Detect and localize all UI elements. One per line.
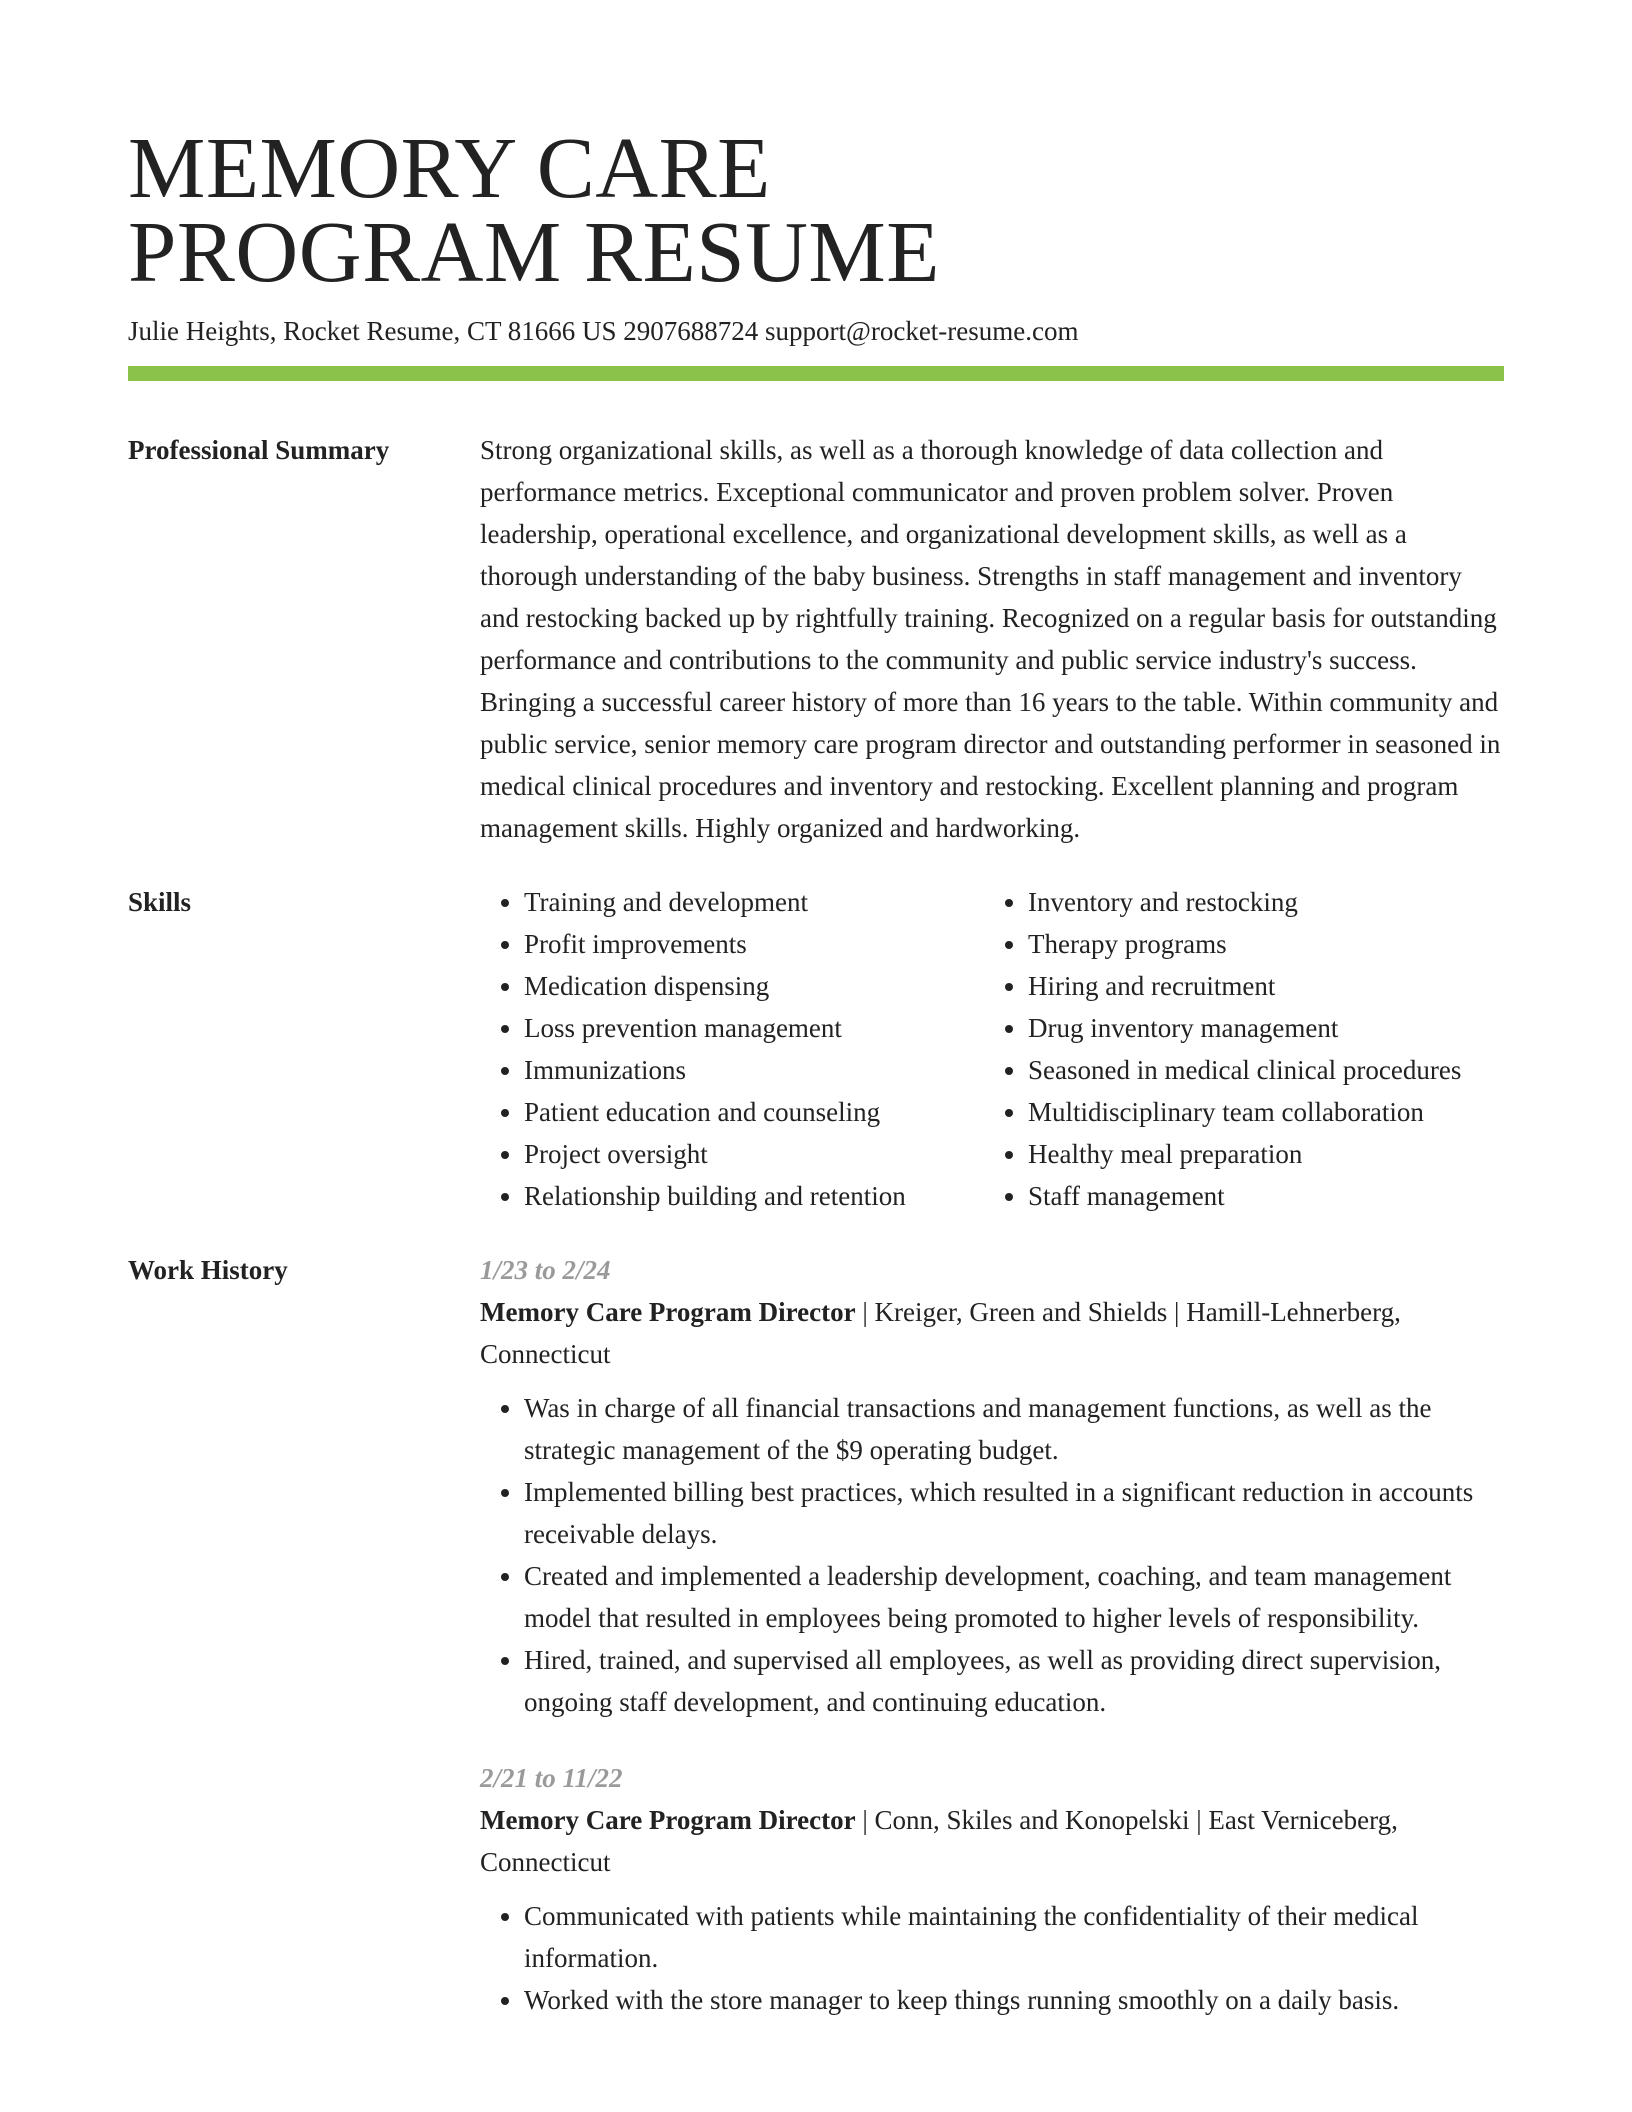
skills-list-right (984, 881, 1528, 1217)
skill-item: • Staff management (1028, 1175, 1528, 1217)
job-bullet: • Was in charge of all financial transactions and management functions, as well as the strategic management of the $9 operating budget. (524, 1387, 1504, 1471)
skills-section (128, 881, 1504, 1217)
contact-info: Julie Heights, Rocket Resume, CT 81666 US 2907688724 support@rocket-resume.com (128, 316, 1079, 346)
skill-item: • Therapy programs (1028, 923, 1528, 965)
job-bullet: • Hired, trained, and supervised all employees, as well as providing direct supervision, ongoing staff development, and continuing education. (524, 1639, 1504, 1723)
skill-item: • Loss prevention management (524, 1007, 984, 1049)
skill-item: • Patient education and counseling (524, 1091, 984, 1133)
job-bullet: • Implemented billing best practices, which resulted in a significant reduction in accounts receivable delays. (524, 1471, 1504, 1555)
skill-item: • Multidisciplinary team collaboration (1028, 1091, 1528, 1133)
skill-item: • Drug inventory management (1028, 1007, 1528, 1049)
job-bullet: • Communicated with patients while maintaining the confidentiality of their medical information. (524, 1895, 1504, 1979)
work-history-label: Work History (128, 1255, 288, 1285)
job-title: Memory Care Program Director (480, 1297, 856, 1327)
skills-body (480, 881, 1528, 1217)
summary-body (480, 429, 1504, 849)
skill-item: • Project oversight (524, 1133, 984, 1175)
skill-item: • Hiring and recruitment (1028, 965, 1528, 1007)
job-dates: 2/21 to 11/22 (480, 1763, 623, 1793)
work-history-section (128, 1249, 1504, 2055)
skill-item: • Relationship building and retention (524, 1175, 984, 1217)
skill-item: • Profit improvements (524, 923, 984, 965)
skills-label: Skills (128, 887, 192, 917)
job-details: | Conn, Skiles and Konopelski | East Verniceberg, Connecticut (480, 1805, 1398, 1877)
skill-item: • Training and development (524, 881, 984, 923)
job-heading (480, 1291, 1504, 1375)
summary-text: Strong organizational skills, as well as a thorough knowledge of data collection and performance metrics. Exceptional communicator and proven problem solver. Proven leadership, operational excellence, and organizational development skills, as well as a thorough understanding of the baby business. Strengths in staff management and inventory and restocking backed up by rightfully training. Recognized on a regular basis for outstanding performance and contributions to the community and public service industry's success. Bringing a successful career history of more than 16 years to the table. Within community and public service, senior memory care program director and outstanding performer in seasoned in medical clinical procedures and inventory and restocking. Excellent planning and program management skills. Highly organized and hardworking. (480, 435, 1501, 843)
skill-item: • Seasoned in medical clinical procedures (1028, 1049, 1528, 1091)
accent-divider (128, 366, 1504, 381)
job-bullet: • Created and implemented a leadership development, coaching, and team management model that resulted in employees being promoted to higher levels of responsibility. (524, 1555, 1504, 1639)
job-details: | Kreiger, Green and Shields | Hamill-Lehnerberg, Connecticut (480, 1297, 1401, 1369)
summary-section (128, 429, 1504, 849)
resume-title (128, 119, 1504, 300)
job-entry (480, 1757, 1504, 2021)
title-line-2: PROGRAM RESUME (128, 203, 940, 300)
title-line-1: MEMORY CARE (128, 119, 771, 216)
skill-item: • Inventory and restocking (1028, 881, 1528, 923)
job-bullets (480, 1895, 1504, 2021)
summary-label: Professional Summary (128, 435, 390, 465)
skills-list-left (480, 881, 984, 1217)
resume-page (128, 0, 1504, 2055)
job-title: Memory Care Program Director (480, 1805, 856, 1835)
job-entry (480, 1249, 1504, 1723)
skill-item: • Medication dispensing (524, 965, 984, 1007)
job-dates: 1/23 to 2/24 (480, 1255, 611, 1285)
skill-item: • Healthy meal preparation (1028, 1133, 1528, 1175)
job-heading (480, 1799, 1504, 1883)
work-history-body (480, 1249, 1504, 2055)
job-bullet: • Worked with the store manager to keep things running smoothly on a daily basis. (524, 1979, 1504, 2021)
skill-item: • Immunizations (524, 1049, 984, 1091)
job-bullets (480, 1387, 1504, 1723)
